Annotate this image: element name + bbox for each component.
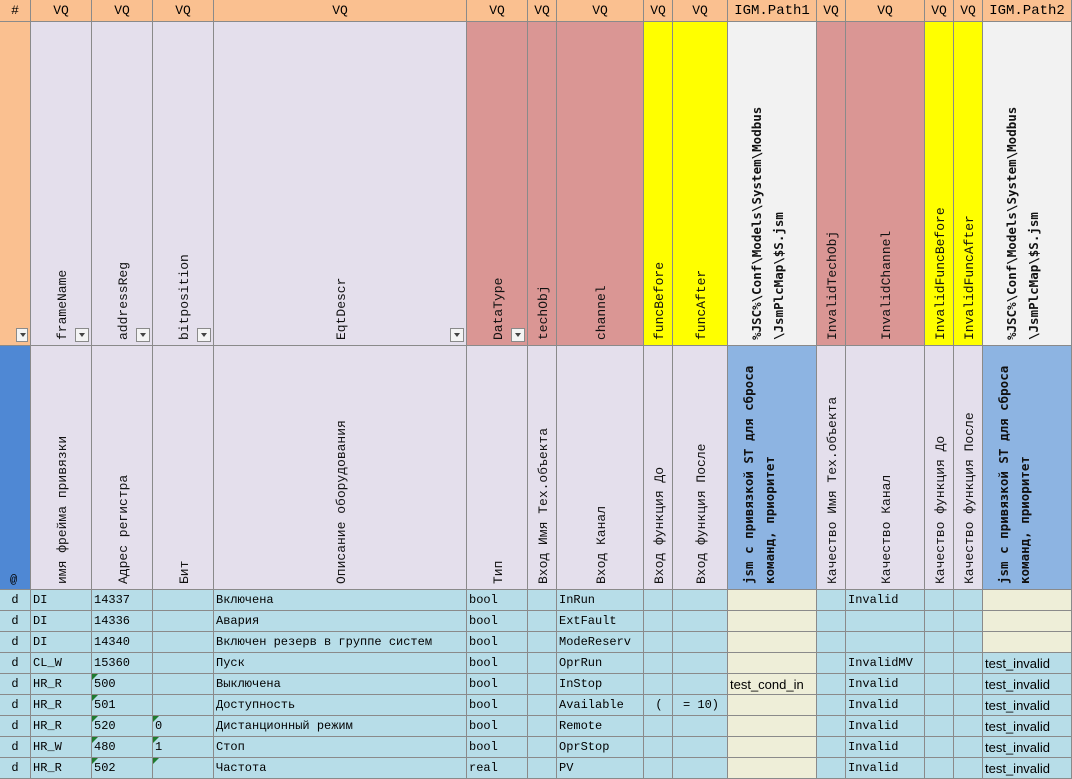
cell-InvalidFuncBefore[interactable] — [925, 632, 954, 653]
field-name-label: InvalidFuncAfter — [962, 215, 977, 340]
cell-DataType[interactable]: bool — [467, 632, 528, 653]
field-description-label: jsm с привязкой ST для сброса команд, приоритет — [996, 365, 1032, 584]
cell-hash[interactable]: d — [0, 758, 31, 779]
field-header-channel[interactable] — [557, 22, 644, 346]
cell-funcAfter[interactable] — [673, 737, 728, 758]
cell-path2[interactable]: test_invalid — [983, 758, 1072, 779]
group-header-path2[interactable]: IGM.Path2 — [983, 0, 1072, 22]
field-description-label: Вход функция После — [694, 443, 709, 584]
field-header-EqtDescr[interactable] — [214, 22, 467, 346]
cell-addressReg[interactable]: 501 — [92, 695, 153, 716]
cell-techObj[interactable] — [528, 590, 557, 611]
cell-bitposition[interactable] — [153, 611, 214, 632]
cell-InvalidTechObj[interactable] — [817, 695, 846, 716]
cell-frameName[interactable]: HR_R — [31, 716, 92, 737]
cell-InvalidFuncAfter[interactable] — [954, 758, 983, 779]
field-header-path1[interactable] — [728, 22, 817, 346]
field-name-label: %JSC%\Conf\Models\System\Modbus \JsmPlcMap\$S.jsm — [1004, 106, 1041, 340]
field-header-funcBefore[interactable] — [644, 22, 673, 346]
field-header-funcAfter[interactable] — [673, 22, 728, 346]
field-description-label: Качество Канал — [879, 474, 894, 584]
cell-frameName[interactable]: DI — [31, 632, 92, 653]
cell-techObj[interactable] — [528, 695, 557, 716]
cell-path1[interactable] — [728, 716, 817, 737]
desc-header-channel[interactable] — [557, 346, 644, 590]
cell-funcBefore[interactable] — [644, 653, 673, 674]
field-description-label: Вход функция До — [652, 466, 667, 584]
filter-dropdown-icon[interactable] — [197, 328, 211, 342]
cell-path1[interactable] — [728, 653, 817, 674]
desc-header-path1[interactable] — [728, 346, 817, 590]
cell-path2[interactable] — [983, 611, 1072, 632]
group-header-InvalidChannel[interactable]: VQ — [846, 0, 925, 22]
cell-addressReg[interactable]: 520 — [92, 716, 153, 737]
cell-frameName[interactable]: HR_R — [31, 674, 92, 695]
cell-InvalidChannel[interactable]: Invalid — [846, 758, 925, 779]
filter-dropdown-icon[interactable] — [16, 328, 28, 342]
desc-header-DataType[interactable] — [467, 346, 528, 590]
filter-dropdown-icon[interactable] — [450, 328, 464, 342]
cell-bitposition[interactable] — [153, 632, 214, 653]
field-description-label: имя фрейма привязки — [55, 435, 70, 584]
group-header-techObj[interactable]: VQ — [528, 0, 557, 22]
group-header-InvalidFuncBefore[interactable]: VQ — [925, 0, 954, 22]
field-description-label: Адрес регистра — [116, 474, 131, 584]
field-header-InvalidTechObj[interactable] — [817, 22, 846, 346]
cell-InvalidTechObj[interactable] — [817, 674, 846, 695]
cell-funcAfter[interactable]: = 10) — [673, 695, 728, 716]
cell-funcBefore[interactable] — [644, 758, 673, 779]
cell-hash[interactable]: d — [0, 653, 31, 674]
cell-techObj[interactable] — [528, 674, 557, 695]
cell-path2[interactable]: test_invalid — [983, 674, 1072, 695]
cell-InvalidFuncAfter[interactable] — [954, 653, 983, 674]
cell-channel[interactable]: InRun — [557, 590, 644, 611]
desc-header-funcAfter[interactable] — [673, 346, 728, 590]
cell-DataType[interactable]: bool — [467, 653, 528, 674]
desc-header-InvalidChannel[interactable] — [846, 346, 925, 590]
cell-funcBefore[interactable] — [644, 716, 673, 737]
cell-path1[interactable] — [728, 758, 817, 779]
group-header-DataType[interactable]: VQ — [467, 0, 528, 22]
desc-header-frameName[interactable] — [31, 346, 92, 590]
group-header-frameName[interactable]: VQ — [31, 0, 92, 22]
cell-InvalidChannel[interactable]: Invalid — [846, 674, 925, 695]
field-description-label: Качество Имя Тех.объекта — [825, 396, 840, 584]
field-header-frameName[interactable] — [31, 22, 92, 346]
group-header-channel[interactable]: VQ — [557, 0, 644, 22]
cell-frameName[interactable]: DI — [31, 590, 92, 611]
cell-EqtDescr[interactable]: Выключена — [214, 674, 467, 695]
cell-path2[interactable]: test_invalid — [983, 653, 1072, 674]
group-header-funcBefore[interactable]: VQ — [644, 0, 673, 22]
field-name-label: %JSC%\Conf\Models\System\Modbus \JsmPlcMap\$S.jsm — [749, 106, 786, 340]
cell-InvalidFuncBefore[interactable] — [925, 695, 954, 716]
cell-funcBefore[interactable] — [644, 611, 673, 632]
cell-frameName[interactable]: HR_W — [31, 737, 92, 758]
field-header-InvalidFuncBefore[interactable] — [925, 22, 954, 346]
field-header-addressReg[interactable] — [92, 22, 153, 346]
field-description-label: Вход Имя Тех.объекта — [536, 427, 551, 584]
cell-frameName[interactable]: HR_R — [31, 695, 92, 716]
group-header-funcAfter[interactable]: VQ — [673, 0, 728, 22]
cell-InvalidChannel[interactable] — [846, 611, 925, 632]
cell-InvalidTechObj[interactable] — [817, 611, 846, 632]
cell-bitposition[interactable]: 0 — [153, 716, 214, 737]
cell-path2[interactable] — [983, 632, 1072, 653]
cell-bitposition[interactable] — [153, 674, 214, 695]
cell-hash[interactable]: d — [0, 590, 31, 611]
cell-path1[interactable] — [728, 737, 817, 758]
cell-funcAfter[interactable] — [673, 716, 728, 737]
cell-hash[interactable]: d — [0, 674, 31, 695]
cell-channel[interactable]: ExtFault — [557, 611, 644, 632]
cell-InvalidChannel[interactable]: InvalidMV — [846, 653, 925, 674]
cell-path1[interactable] — [728, 632, 817, 653]
desc-header-InvalidFuncBefore[interactable] — [925, 346, 954, 590]
field-description-label: Качество функция До — [933, 435, 948, 584]
cell-path2[interactable] — [983, 590, 1072, 611]
cell-frameName[interactable]: HR_R — [31, 758, 92, 779]
cell-InvalidFuncAfter[interactable] — [954, 737, 983, 758]
cell-InvalidFuncBefore[interactable] — [925, 653, 954, 674]
cell-path1[interactable] — [728, 695, 817, 716]
cell-DataType[interactable]: bool — [467, 611, 528, 632]
cell-techObj[interactable] — [528, 653, 557, 674]
cell-hash[interactable]: d — [0, 716, 31, 737]
group-header-InvalidTechObj[interactable]: VQ — [817, 0, 846, 22]
cell-InvalidFuncAfter[interactable] — [954, 674, 983, 695]
field-name-label: InvalidTechObj — [825, 230, 840, 340]
filter-dropdown-icon[interactable] — [136, 328, 150, 342]
desc-header-InvalidTechObj[interactable] — [817, 346, 846, 590]
cell-InvalidTechObj[interactable] — [817, 590, 846, 611]
cell-InvalidTechObj[interactable] — [817, 758, 846, 779]
field-name-label: InvalidChannel — [879, 230, 894, 340]
cell-InvalidFuncBefore[interactable] — [925, 758, 954, 779]
cell-channel[interactable]: OprStop — [557, 737, 644, 758]
cell-EqtDescr[interactable]: Дистанционный режим — [214, 716, 467, 737]
group-header-hash[interactable]: # — [0, 0, 31, 22]
cell-path1[interactable] — [728, 590, 817, 611]
desc-header-funcBefore[interactable] — [644, 346, 673, 590]
filter-dropdown-icon[interactable] — [75, 328, 89, 342]
cell-bitposition[interactable] — [153, 758, 214, 779]
cell-InvalidFuncAfter[interactable] — [954, 716, 983, 737]
desc-header-EqtDescr[interactable] — [214, 346, 467, 590]
cell-InvalidFuncBefore[interactable] — [925, 590, 954, 611]
cell-DataType[interactable]: bool — [467, 695, 528, 716]
field-header-DataType[interactable] — [467, 22, 528, 346]
group-header-EqtDescr[interactable]: VQ — [214, 0, 467, 22]
cell-bitposition[interactable]: 1 — [153, 737, 214, 758]
cell-channel[interactable]: PV — [557, 758, 644, 779]
cell-channel[interactable]: InStop — [557, 674, 644, 695]
cell-DataType[interactable]: real — [467, 758, 528, 779]
cell-DataType[interactable]: bool — [467, 737, 528, 758]
field-name-label: funcAfter — [694, 269, 709, 340]
cell-InvalidTechObj[interactable] — [817, 716, 846, 737]
cell-channel[interactable]: OprRun — [557, 653, 644, 674]
cell-path1[interactable]: test_cond_in — [728, 674, 817, 695]
cell-EqtDescr[interactable]: Частота — [214, 758, 467, 779]
group-header-bitposition[interactable]: VQ — [153, 0, 214, 22]
field-header-techObj[interactable] — [528, 22, 557, 346]
cell-addressReg[interactable]: 502 — [92, 758, 153, 779]
cell-addressReg[interactable]: 15360 — [92, 653, 153, 674]
cell-techObj[interactable] — [528, 737, 557, 758]
field-name-label: frameName — [55, 269, 70, 340]
cell-path1[interactable] — [728, 611, 817, 632]
cell-DataType[interactable]: bool — [467, 674, 528, 695]
cell-InvalidChannel[interactable]: Invalid — [846, 695, 925, 716]
field-description-label: Описание оборудования — [334, 420, 349, 584]
cell-funcAfter[interactable] — [673, 590, 728, 611]
cell-funcAfter[interactable] — [673, 674, 728, 695]
field-name-label: techObj — [536, 285, 551, 340]
cell-bitposition[interactable] — [153, 695, 214, 716]
cell-funcBefore[interactable] — [644, 590, 673, 611]
field-description-label: Тип — [491, 560, 506, 584]
field-description-label: Вход Канал — [594, 505, 609, 584]
filter-dropdown-icon[interactable] — [511, 328, 525, 342]
cell-InvalidFuncBefore[interactable] — [925, 611, 954, 632]
cell-funcBefore[interactable] — [644, 674, 673, 695]
group-header-InvalidFuncAfter[interactable]: VQ — [954, 0, 983, 22]
cell-funcBefore[interactable] — [644, 737, 673, 758]
cell-channel[interactable]: Remote — [557, 716, 644, 737]
cell-EqtDescr[interactable]: Пуск — [214, 653, 467, 674]
cell-EqtDescr[interactable]: Включен резерв в группе систем — [214, 632, 467, 653]
field-name-label: addressReg — [116, 261, 131, 340]
desc-header-techObj[interactable] — [528, 346, 557, 590]
cell-InvalidChannel[interactable]: Invalid — [846, 737, 925, 758]
cell-InvalidChannel[interactable]: Invalid — [846, 716, 925, 737]
cell-InvalidChannel[interactable] — [846, 632, 925, 653]
cell-funcAfter[interactable] — [673, 611, 728, 632]
cell-hash[interactable]: d — [0, 611, 31, 632]
cell-addressReg[interactable]: 14340 — [92, 632, 153, 653]
cell-EqtDescr[interactable]: Авария — [214, 611, 467, 632]
cell-hash[interactable]: d — [0, 695, 31, 716]
cell-DataType[interactable]: bool — [467, 716, 528, 737]
field-description-label: Качество функция После — [962, 412, 977, 584]
desc-header-bitposition[interactable] — [153, 346, 214, 590]
cell-InvalidFuncBefore[interactable] — [925, 716, 954, 737]
cell-bitposition[interactable] — [153, 653, 214, 674]
field-name-label: DataType — [491, 277, 506, 340]
cell-InvalidChannel[interactable]: Invalid — [846, 590, 925, 611]
cell-techObj[interactable] — [528, 716, 557, 737]
desc-header-addressReg[interactable] — [92, 346, 153, 590]
cell-EqtDescr[interactable]: Доступность — [214, 695, 467, 716]
cell-hash[interactable]: d — [0, 632, 31, 653]
cell-funcAfter[interactable] — [673, 632, 728, 653]
field-name-label: funcBefore — [652, 261, 667, 340]
desc-header-path2[interactable] — [983, 346, 1072, 590]
cell-funcAfter[interactable] — [673, 653, 728, 674]
cell-techObj[interactable] — [528, 758, 557, 779]
cell-funcBefore[interactable]: ( — [644, 695, 673, 716]
cell-InvalidFuncBefore[interactable] — [925, 737, 954, 758]
cell-channel[interactable]: ModeReserv — [557, 632, 644, 653]
cell-bitposition[interactable] — [153, 590, 214, 611]
cell-path2[interactable]: test_invalid — [983, 695, 1072, 716]
cell-DataType[interactable]: bool — [467, 590, 528, 611]
cell-frameName[interactable]: CL_W — [31, 653, 92, 674]
field-header-InvalidFuncAfter[interactable] — [954, 22, 983, 346]
field-description-label: Бит — [177, 560, 192, 584]
field-header-path2[interactable] — [983, 22, 1072, 346]
cell-techObj[interactable] — [528, 611, 557, 632]
field-name-label: InvalidFuncBefore — [933, 207, 948, 340]
cell-path2[interactable]: test_invalid — [983, 716, 1072, 737]
group-header-addressReg[interactable]: VQ — [92, 0, 153, 22]
cell-addressReg[interactable]: 500 — [92, 674, 153, 695]
desc-header-InvalidFuncAfter[interactable] — [954, 346, 983, 590]
field-header-hash[interactable] — [0, 22, 31, 346]
field-header-InvalidChannel[interactable] — [846, 22, 925, 346]
field-name-label: bitposition — [177, 254, 192, 340]
cell-addressReg[interactable]: 14337 — [92, 590, 153, 611]
row-marker-at: @ — [10, 573, 18, 587]
cell-InvalidFuncAfter[interactable] — [954, 695, 983, 716]
field-description-label: jsm с привязкой ST для сброса команд, приоритет — [741, 365, 777, 584]
cell-InvalidTechObj[interactable] — [817, 653, 846, 674]
group-header-path1[interactable]: IGM.Path1 — [728, 0, 817, 22]
cell-funcBefore[interactable] — [644, 632, 673, 653]
field-header-bitposition[interactable] — [153, 22, 214, 346]
cell-InvalidTechObj[interactable] — [817, 737, 846, 758]
cell-InvalidFuncAfter[interactable] — [954, 632, 983, 653]
cell-techObj[interactable] — [528, 632, 557, 653]
cell-path2[interactable]: test_invalid — [983, 737, 1072, 758]
cell-channel[interactable]: Available — [557, 695, 644, 716]
desc-header-hash[interactable] — [0, 346, 31, 590]
cell-EqtDescr[interactable]: Стоп — [214, 737, 467, 758]
cell-funcAfter[interactable] — [673, 758, 728, 779]
cell-InvalidTechObj[interactable] — [817, 632, 846, 653]
cell-addressReg[interactable]: 480 — [92, 737, 153, 758]
cell-InvalidFuncAfter[interactable] — [954, 590, 983, 611]
cell-addressReg[interactable]: 14336 — [92, 611, 153, 632]
field-name-label: EqtDescr — [334, 277, 349, 340]
cell-EqtDescr[interactable]: Включена — [214, 590, 467, 611]
cell-InvalidFuncAfter[interactable] — [954, 611, 983, 632]
cell-InvalidFuncBefore[interactable] — [925, 674, 954, 695]
field-name-label: channel — [594, 285, 609, 340]
cell-hash[interactable]: d — [0, 737, 31, 758]
cell-frameName[interactable]: DI — [31, 611, 92, 632]
